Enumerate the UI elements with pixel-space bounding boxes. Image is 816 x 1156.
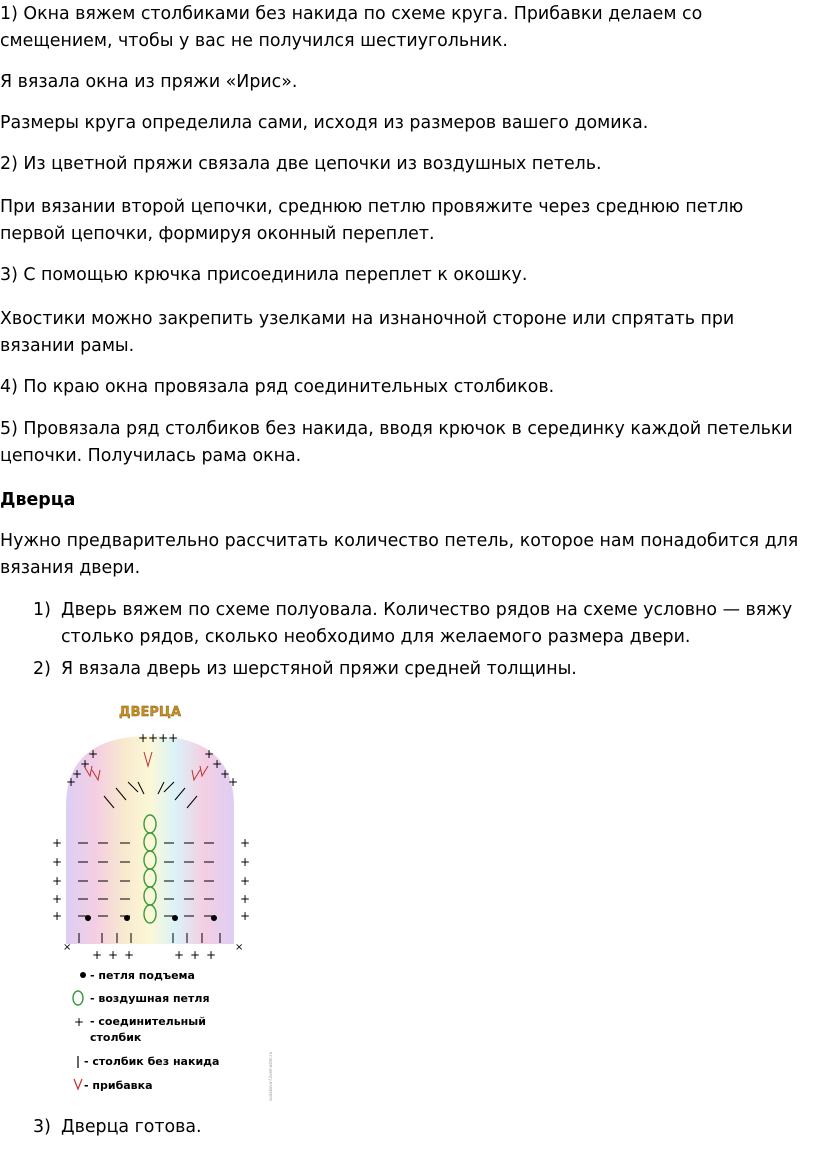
svg-text:+: + xyxy=(206,948,217,962)
svg-text:+: + xyxy=(240,892,251,906)
svg-text:+: + xyxy=(52,909,63,923)
svg-text:+: + xyxy=(124,948,135,962)
list-number: 2) xyxy=(33,659,51,679)
legend-label: - прибавка xyxy=(84,1079,153,1092)
list-text: Я вязала дверь из шерстяной пряжи средней толщины. xyxy=(61,659,577,679)
svg-text:+: + xyxy=(240,909,251,923)
legend xyxy=(73,969,219,1092)
rainbow-background xyxy=(66,736,234,944)
legend-oval-icon xyxy=(73,991,83,1005)
svg-text:+: + xyxy=(240,836,251,850)
door-crochet-diagram xyxy=(52,696,282,1106)
svg-text:+: + xyxy=(228,775,239,789)
legend-plus-icon: + xyxy=(74,1015,85,1029)
svg-text:+: + xyxy=(72,767,83,781)
svg-text:+: + xyxy=(190,948,201,962)
legend-label: - петля подъема xyxy=(90,969,195,982)
svg-text:+: + xyxy=(220,767,231,781)
paragraph-7: Хвостики можно закрепить узелками на изнаночной стороне или спрятать при вязании рамы. xyxy=(0,309,735,356)
list-item xyxy=(33,656,816,684)
paragraph-9: 5) Провязала ряд столбиков без накида, вводя крючок в серединку каждой петельки цепочки. Получилась рама окна. xyxy=(0,419,793,466)
list-item xyxy=(33,597,816,653)
svg-text:+: + xyxy=(174,948,185,962)
legend-label: - воздушная петля xyxy=(90,992,210,1005)
watermark: sudakova-f.livemaster.ru xyxy=(268,1051,273,1101)
svg-text:+: + xyxy=(66,775,77,789)
paragraph-2: Я вязала окна из пряжи «Ирис». xyxy=(0,72,298,92)
list-item xyxy=(33,1114,816,1142)
paragraph-6: 3) С помощью крючка присоединила переплет к окошку. xyxy=(0,265,528,285)
list-number: 1) xyxy=(33,600,51,620)
paragraph-5: При вязании второй цепочки, среднюю петлю провяжите через среднюю петлю первой цепочки, формируя оконный переплет. xyxy=(0,197,744,244)
svg-text:×: × xyxy=(63,942,72,953)
list-text: Дверь вяжем по схеме полуовала. Количество рядов на схеме условно — вяжу столько рядов, сколько необходимо для желаемого размера двери. xyxy=(61,600,793,647)
svg-text:+: + xyxy=(88,747,99,761)
legend-dot-icon xyxy=(80,972,86,978)
svg-text:+: + xyxy=(212,757,223,771)
svg-text:+: + xyxy=(52,855,63,869)
paragraph-3: Размеры круга определила сами, исходя из размеров вашего домика. xyxy=(0,113,649,133)
legend-vee-icon xyxy=(74,1079,82,1089)
legend-label: - столбик без накида xyxy=(84,1055,220,1068)
svg-text:+: + xyxy=(108,948,119,962)
paragraph-8: 4) По краю окна провязала ряд соединительных столбиков. xyxy=(0,377,555,397)
svg-text:+: + xyxy=(240,855,251,869)
list-text: Дверца готова. xyxy=(61,1117,202,1137)
list-number: 3) xyxy=(33,1117,51,1137)
svg-text:+: + xyxy=(52,874,63,888)
svg-text:+: + xyxy=(80,757,91,771)
legend-label: - соединительный xyxy=(90,1015,206,1028)
diagram-title: ДВЕРЦА xyxy=(118,705,182,720)
svg-text:+: + xyxy=(204,747,215,761)
section-heading: Дверца xyxy=(0,490,76,510)
paragraph-1: 1) Окна вяжем столбиками без накида по схеме круга. Прибавки делаем со смещением, чтобы у вас не получился шестиугольник. xyxy=(0,4,703,51)
svg-text:×: × xyxy=(235,942,244,953)
svg-text:++++: ++++ xyxy=(138,731,179,745)
paragraph-4: 2) Из цветной пряжи связала две цепочки из воздушных петель. xyxy=(0,154,602,174)
svg-text:+: + xyxy=(92,948,103,962)
svg-text:+: + xyxy=(52,836,63,850)
intro-paragraph: Нужно предварительно рассчитать количество петель, которое нам понадобится для вязания двери. xyxy=(0,531,799,578)
legend-label: столбик xyxy=(90,1031,142,1044)
svg-text:+: + xyxy=(52,892,63,906)
svg-text:+: + xyxy=(240,874,251,888)
